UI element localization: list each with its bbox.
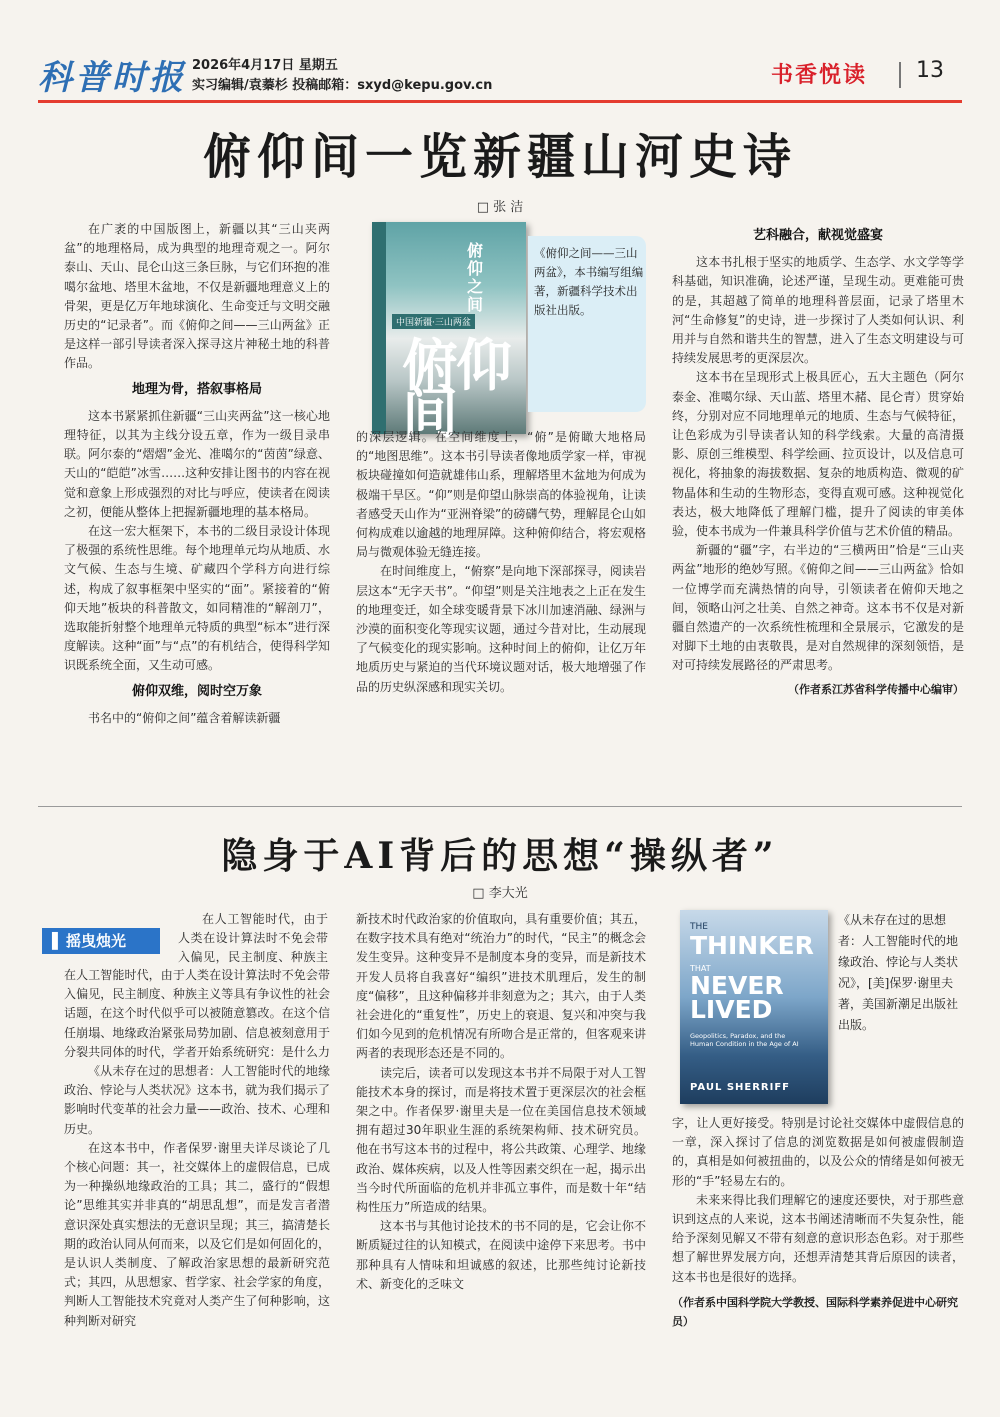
article2-intro-narrow <box>178 910 328 967</box>
cover-subtitle: Geopolitics, Paradox, and the Human Condition in the Age of AI <box>690 1032 799 1048</box>
book-caption-2: 《从未存在过的思想者：人工智能时代的地缘政治、悖论与人类状况》，[美]保罗·谢里夫著，美国新潮足出版社出版。 <box>838 913 959 1032</box>
paragraph: 读完后，读者可以发现这本书并不局限于对人工智能技术本身的探讨，而是将技术置于更深层次的社会框架之中。作者保罗·谢里夫是一位在美国信息技术领域拥有超过30年职业生涯的系统架构师、技术研究员。他在书写这本书的过程中，将公共政策、心理学、地缘政治、媒体疾病，以及人性等因素交织在一起，揭示出当今时代所面临的危机并非孤立事件，而是数十年“结构性压力”所造成的结果。 <box>356 1065 646 1215</box>
column-name: 摇曳烛光 <box>66 932 127 950</box>
paragraph: 这本书与其他讨论技术的书不同的是，它会让你不断质疑过往的认知模式，在阅读中途停下来思考。书中那种具有人情味和坦诚感的叙述，比那些纯讨论新技术、新变化的乏味文 <box>356 1219 646 1291</box>
section-name: 书香悦读 <box>771 63 868 88</box>
cover-author: PAUL SHERRIFF <box>690 1082 791 1093</box>
paragraph: 新疆的“疆”字，右半边的“三横两田”恰是“三山夹两盆”地形的绝妙写照。《俯仰之间——三山两盆》恰如一位博学而充满热情的向导，引领读者在俯仰天地之间，领略山河之壮美、自然之神奇。这本书不仅是对新疆自然遗产的一次系统性梳理和全景展示，它激发的是对脚下土地的由衷敬畏，是对自然规律的深刻领悟，是对可持续发展路径的严肃思考。 <box>672 543 964 673</box>
paragraph: 在人工智能时代，由于人类在设计算法时不免会带入偏见，民主制度、种族主 <box>178 912 328 965</box>
article2-byline: □ 李大光 <box>472 886 528 901</box>
article-divider <box>38 806 962 807</box>
paragraph: 在广袤的中国版图上，新疆以其“三山夹两盆”的地理格局，成为典型的地理奇观之一。阿尔泰山、天山、昆仑山这三条巨脉，与它们环抱的准噶尔盆地、塔里木盆地，不仅是新疆地理意义上的骨架，更是亿万年地球演化、生命变迁与文明交融历史的“记录者”。而《俯仰之间——三山两盆》正是这样一部引导读者深入探寻这片神秘土地的科普作品。 <box>64 222 330 371</box>
column-badge <box>42 928 160 954</box>
section-separator <box>899 62 901 88</box>
badge-mark-icon: ▌ <box>52 932 64 950</box>
paragraph: 书名中的“俯仰之间”蕴含着解读新疆 <box>88 710 281 725</box>
paragraph: 在时间维度上，“俯察”是向地下深部探寻，阅读岩层这本“无字天书”。“仰望”则是关注地表之上正在发生的地理变迁，如全球变暖背景下冰川加速消融、绿洲与沙漠的面积变化等现实议题，通过今昔对比，生动展现了气候变化的现实影响。这种时间上的俯仰，让亿万年地质历史与紧迫的当代环境议题对话，极大地增强了作品的历史纵深感和现实关切。 <box>356 564 646 694</box>
cover-spine <box>372 222 386 434</box>
paragraph: 在这一宏大框架下，本书的二级目录设计体现了极强的系统性思维。每个地理单元均从地质、水文气候、生态与生境、矿藏四个学科方向进行综述，构成了叙事框架中坚实的“面”。紧接着的“俯仰天地”板块的科普散文，如同精准的“解剖刀”，选取能折射整个地理单元特质的典型“标本”进行深度解读。这种“面”与“点”的有机结合，使得科学知识既系统全面，又生动可感。 <box>64 524 330 673</box>
cover-never-lived: NEVER LIVED <box>690 971 784 1024</box>
article2-col1 <box>64 966 330 1331</box>
cover-the: THE <box>690 922 708 932</box>
article1-byline: □ 张 洁 <box>476 200 524 215</box>
paragraph: 《从未存在过的思想者：人工智能时代的地缘政治、悖论与人类状况》这本书，就为我们揭示了影响时代变革的社会力量——政治、技术、心理和历史。 <box>64 1064 330 1136</box>
subheading: 俯仰双维，阅时空万象 <box>131 683 262 699</box>
article1-col2 <box>356 428 646 697</box>
paragraph: 新技术时代政治家的价值取向，具有重要价值；其五，在数字技术具有绝对“统治力”的时代，“民主”的概念会发生变异。这种变异不是制度本身的变异，而是新技术开发人员将自我喜好“编织”进技术肌理后，发生的制度“偏移”，且这种偏移并非刻意为之；其六，由于人类社会进化的“重复性”，历史上的衰退、复兴和冲突与我们如今见到的危机情况有所吻合是正常的，但客观来讲两者的表现形态还是不同的。 <box>356 912 646 1061</box>
paragraph: 这本书扎根于坚实的地质学、生态学、水文学等学科基础，知识准确，论述严谨，呈现生动。更难能可贵的是，其超越了简单的地理科普层面，记录了塔里木河“生命修复”的史诗，进一步探讨了人类如何认识、利用并与自然和谐共生的智慧，进入了生态文明建设与可持续发展思考的更深层次。 <box>672 255 964 366</box>
paragraph-continued: 在人工智能时代，由于人类在设计算法时不免会带入偏见，民主制度、种族主义等具有争议性的社会话题，在这个时代似乎可以被随意篡改。在这个信任崩塌、地缘政治紧张局势加剧、信息被刻意用于分裂共同体的时代，学者开始系统研究：是什么力 <box>64 968 330 1059</box>
masthead-logo: 科普时报 <box>38 58 186 98</box>
paragraph: 的深层逻辑。在空间维度上，“俯”是俯瞰大地格局的“地图思维”。这本书引导读者像地质学家一样，审视板块碰撞如何造就雄伟山系，理解塔里木盆地为何成为极端干旱区。“仰”则是仰望山脉崇高的体验视角，让读者感受天山作为“亚洲脊梁”的磅礴气势，理解昆仑山如何构成难以逾越的地理屏障。这种俯仰结合，将宏观格局与微观体验无缝连接。 <box>356 430 646 560</box>
editor-info: 实习编辑/袁蓁杉 投稿邮箱：sxyd@kepu.gov.cn <box>192 78 493 93</box>
article2-col2 <box>356 910 646 1294</box>
book-caption-1: 《俯仰之间——三山两盆》，本书编写组编著，新疆科学技术出版社出版。 <box>534 246 644 317</box>
page-number: 13 <box>916 58 944 83</box>
article1-col3 <box>672 226 964 699</box>
subheading: 地理为骨，搭叙事格局 <box>131 381 262 397</box>
author-credit: （作者系江苏省科学传播中心编审） <box>788 682 964 696</box>
masthead-rule <box>38 100 962 103</box>
subheading: 艺科融合，献视觉盛宴 <box>752 228 883 243</box>
article1-col1 <box>64 220 330 728</box>
paragraph: 在这本书中，作者保罗·谢里夫详尽谈论了几个核心问题：其一，社交媒体上的虚假信息，已成为一种操纵地缘政治的工具；其二，盛行的“假想论”思维其实并非真的“胡思乱想”，而是发言者潜意识深处真实想法的无意识呈现；其三，搞清楚长期的政治认同从何而来，以及它们是如何固化的，是认识人类制度、了解政治家思想的最新研究范式；其四，从思想家、哲学家、社会学家的角度，判断人工智能技术究竟对人类产生了何种影响，这种判断对研究 <box>64 1140 330 1328</box>
issue-date: 2026年4月17日 星期五 <box>192 58 338 73</box>
article2-col3 <box>672 1114 964 1331</box>
article1-title: 俯仰间一览新疆山河史诗 <box>202 129 797 185</box>
cover-that: THAT <box>690 964 711 973</box>
paragraph: 这本书紧紧抓住新疆“三山夹两盆”这一核心地理特征，以其为主线分设五章，作为一级目录串联。阿尔泰的“熠熠”金光、准噶尔的“茵茵”绿意、天山的“皑皑”冰雪……这种安排让图书的内容在视觉和意象上形成强烈的对比与呼应，使读者在阅读之初，便能从整体上把握新疆地理的基本格局。 <box>64 408 330 519</box>
cover-thinker: THINKER <box>690 931 814 960</box>
paragraph: 这本书在呈现形式上极具匠心，五大主题色（阿尔泰金、准噶尔绿、天山蓝、塔里木赭、昆仑青）贯穿始终，分别对应不同地理单元的地质、生态与气候特征，让色彩成为引导读者认知的科学线索。大量的高清摄影、原创三维模型、科学绘画、拉页设计，以及信息可视化，将抽象的海拔数据、复杂的地质构造、微观的矿物晶体和生动的生物形态，变得直观可感。这种视觉化表达，极大地降低了理解门槛，提升了阅读的审美体验，使本书成为一件兼具科学价值与艺术价值的精品。 <box>672 370 964 539</box>
cover-title: 俯仰之间 <box>467 241 484 314</box>
book-cover-2 <box>680 910 828 1104</box>
cover-band: 中国新疆·三山两盆 <box>392 314 475 329</box>
paragraph: 字，让人更好接受。特别是讨论社交媒体中虚假信息的一章，深入探讨了信息的浏览数据是如何被虚假制造的，真相是如何被扭曲的，以及公众的情绪是如何被无形的“手”轻易左右的。 <box>672 1116 964 1188</box>
paragraph: 未来来得比我们理解它的速度还要快，对于那些意识到这点的人来说，这本书阐述清晰而不失复杂性，能给予深刻见解又不带有刻意的意识形态色彩。对于那些想了解世界发展方向，还想弄清楚其背后原因的读者，这本书也是很好的选择。 <box>672 1192 964 1284</box>
author-credit: （作者系中国科学院大学教授、国际科学素养促进中心研究员） <box>672 1295 958 1329</box>
cover-big-title: 俯仰间 <box>402 333 510 447</box>
article2-title: 隐身于AI背后的思想“操纵者” <box>221 835 779 877</box>
book-cover-1 <box>372 222 526 447</box>
